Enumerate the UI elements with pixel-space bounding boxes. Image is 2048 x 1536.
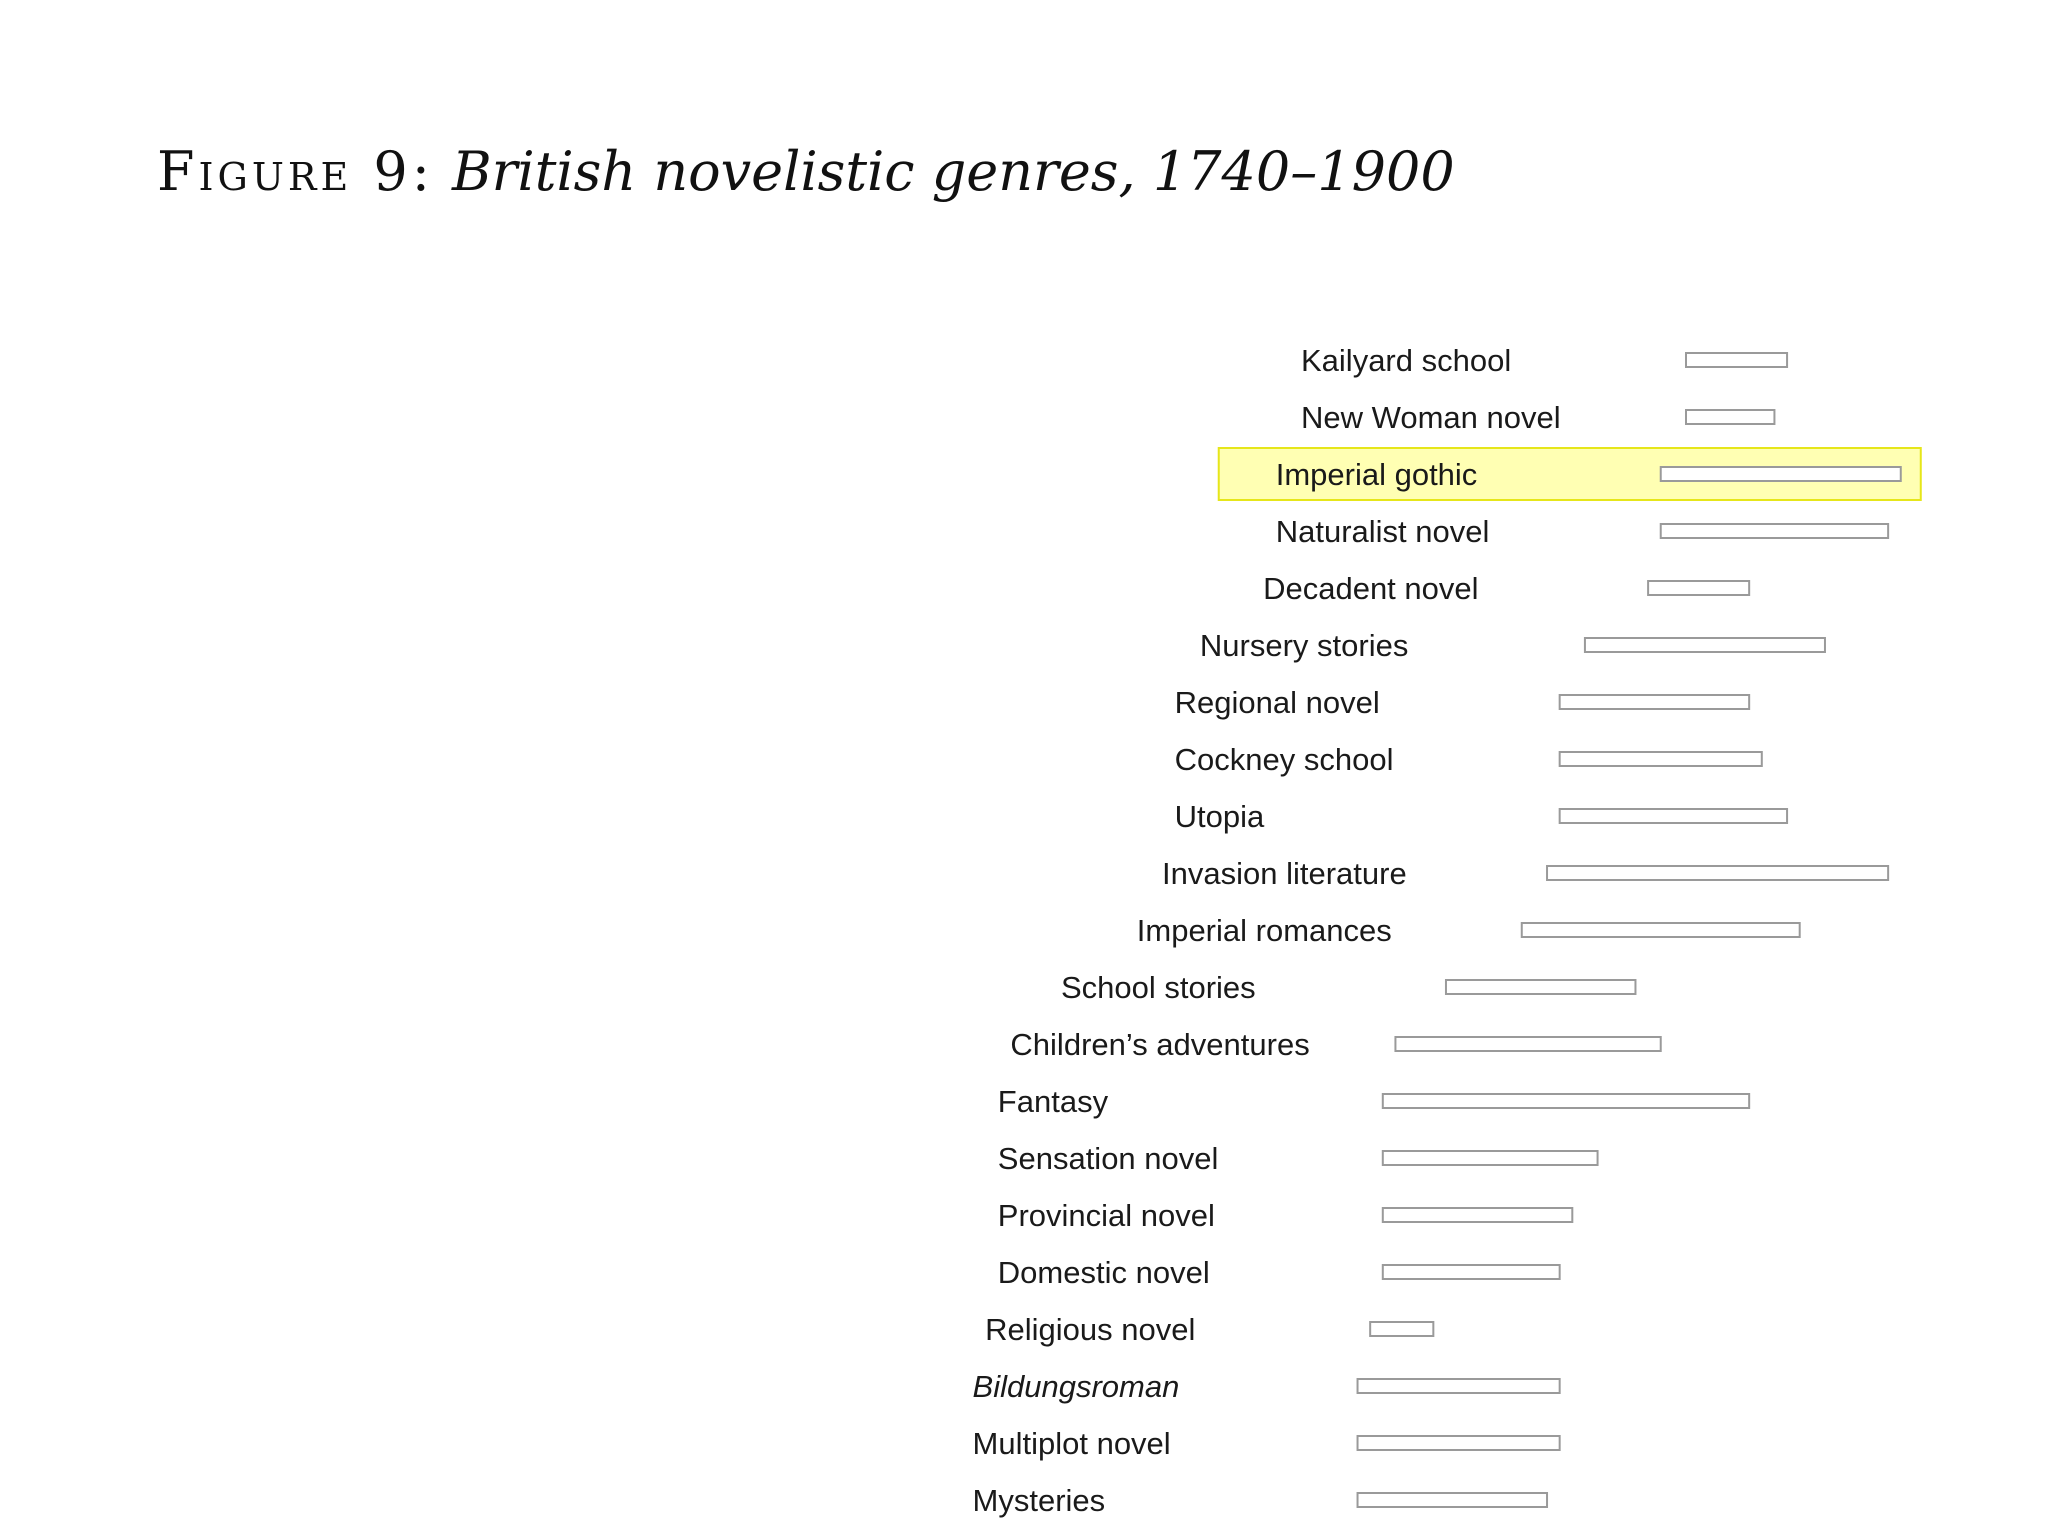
genre-bar xyxy=(1383,1094,1749,1108)
genre-bar xyxy=(1560,695,1750,709)
genre-label: Children’s adventures xyxy=(1010,1027,1310,1062)
genre-bar xyxy=(1585,638,1825,652)
genre-bar xyxy=(1686,353,1787,367)
genre-bar xyxy=(1358,1379,1560,1393)
genre-bar xyxy=(1661,524,1888,538)
figure-caption: British novelistic genres, 1740–1900 xyxy=(451,140,1455,203)
genre-bar xyxy=(1560,809,1787,823)
genre-label: Naturalist novel xyxy=(1275,514,1490,549)
genre-bar xyxy=(1383,1265,1560,1279)
genre-label: Mysteries xyxy=(972,1483,1106,1518)
genre-bar xyxy=(1648,581,1749,595)
genre-bar xyxy=(1358,1493,1548,1507)
genre-label: Bildungsroman xyxy=(972,1369,1180,1404)
genre-label: Domestic novel xyxy=(997,1255,1210,1290)
genre-bar xyxy=(1547,866,1888,880)
genre-label: Sensation novel xyxy=(997,1141,1219,1176)
genre-bar xyxy=(1446,980,1636,994)
genre-label: Provincial novel xyxy=(997,1198,1215,1233)
genre-bar xyxy=(1370,1322,1433,1336)
genre-label: Religious novel xyxy=(985,1312,1196,1347)
genre-label: Kailyard school xyxy=(1301,343,1512,378)
genre-label: New Woman novel xyxy=(1301,400,1561,435)
genre-label: Cockney school xyxy=(1174,742,1394,777)
genre-label: Regional novel xyxy=(1174,685,1380,720)
genre-bar xyxy=(1661,467,1901,481)
genre-bar xyxy=(1383,1151,1598,1165)
genre-bar xyxy=(1383,1208,1573,1222)
genre-label: Decadent novel xyxy=(1263,571,1479,606)
genre-label: Invasion literature xyxy=(1162,856,1407,891)
genre-label: Imperial romances xyxy=(1136,913,1392,948)
genre-bar xyxy=(1395,1037,1660,1051)
genre-label: Fantasy xyxy=(997,1084,1109,1119)
genre-label: Utopia xyxy=(1174,799,1265,834)
genre-bar xyxy=(1358,1436,1560,1450)
genre-label: School stories xyxy=(1060,970,1256,1005)
genre-label: Multiplot novel xyxy=(972,1426,1171,1461)
genre-bar xyxy=(1560,752,1762,766)
figure-label: Figure 9: xyxy=(157,140,434,203)
genre-label: Imperial gothic xyxy=(1275,457,1478,492)
genre-bar xyxy=(1686,410,1774,424)
genre-label: Nursery stories xyxy=(1199,628,1409,663)
genre-bar xyxy=(1522,923,1800,937)
